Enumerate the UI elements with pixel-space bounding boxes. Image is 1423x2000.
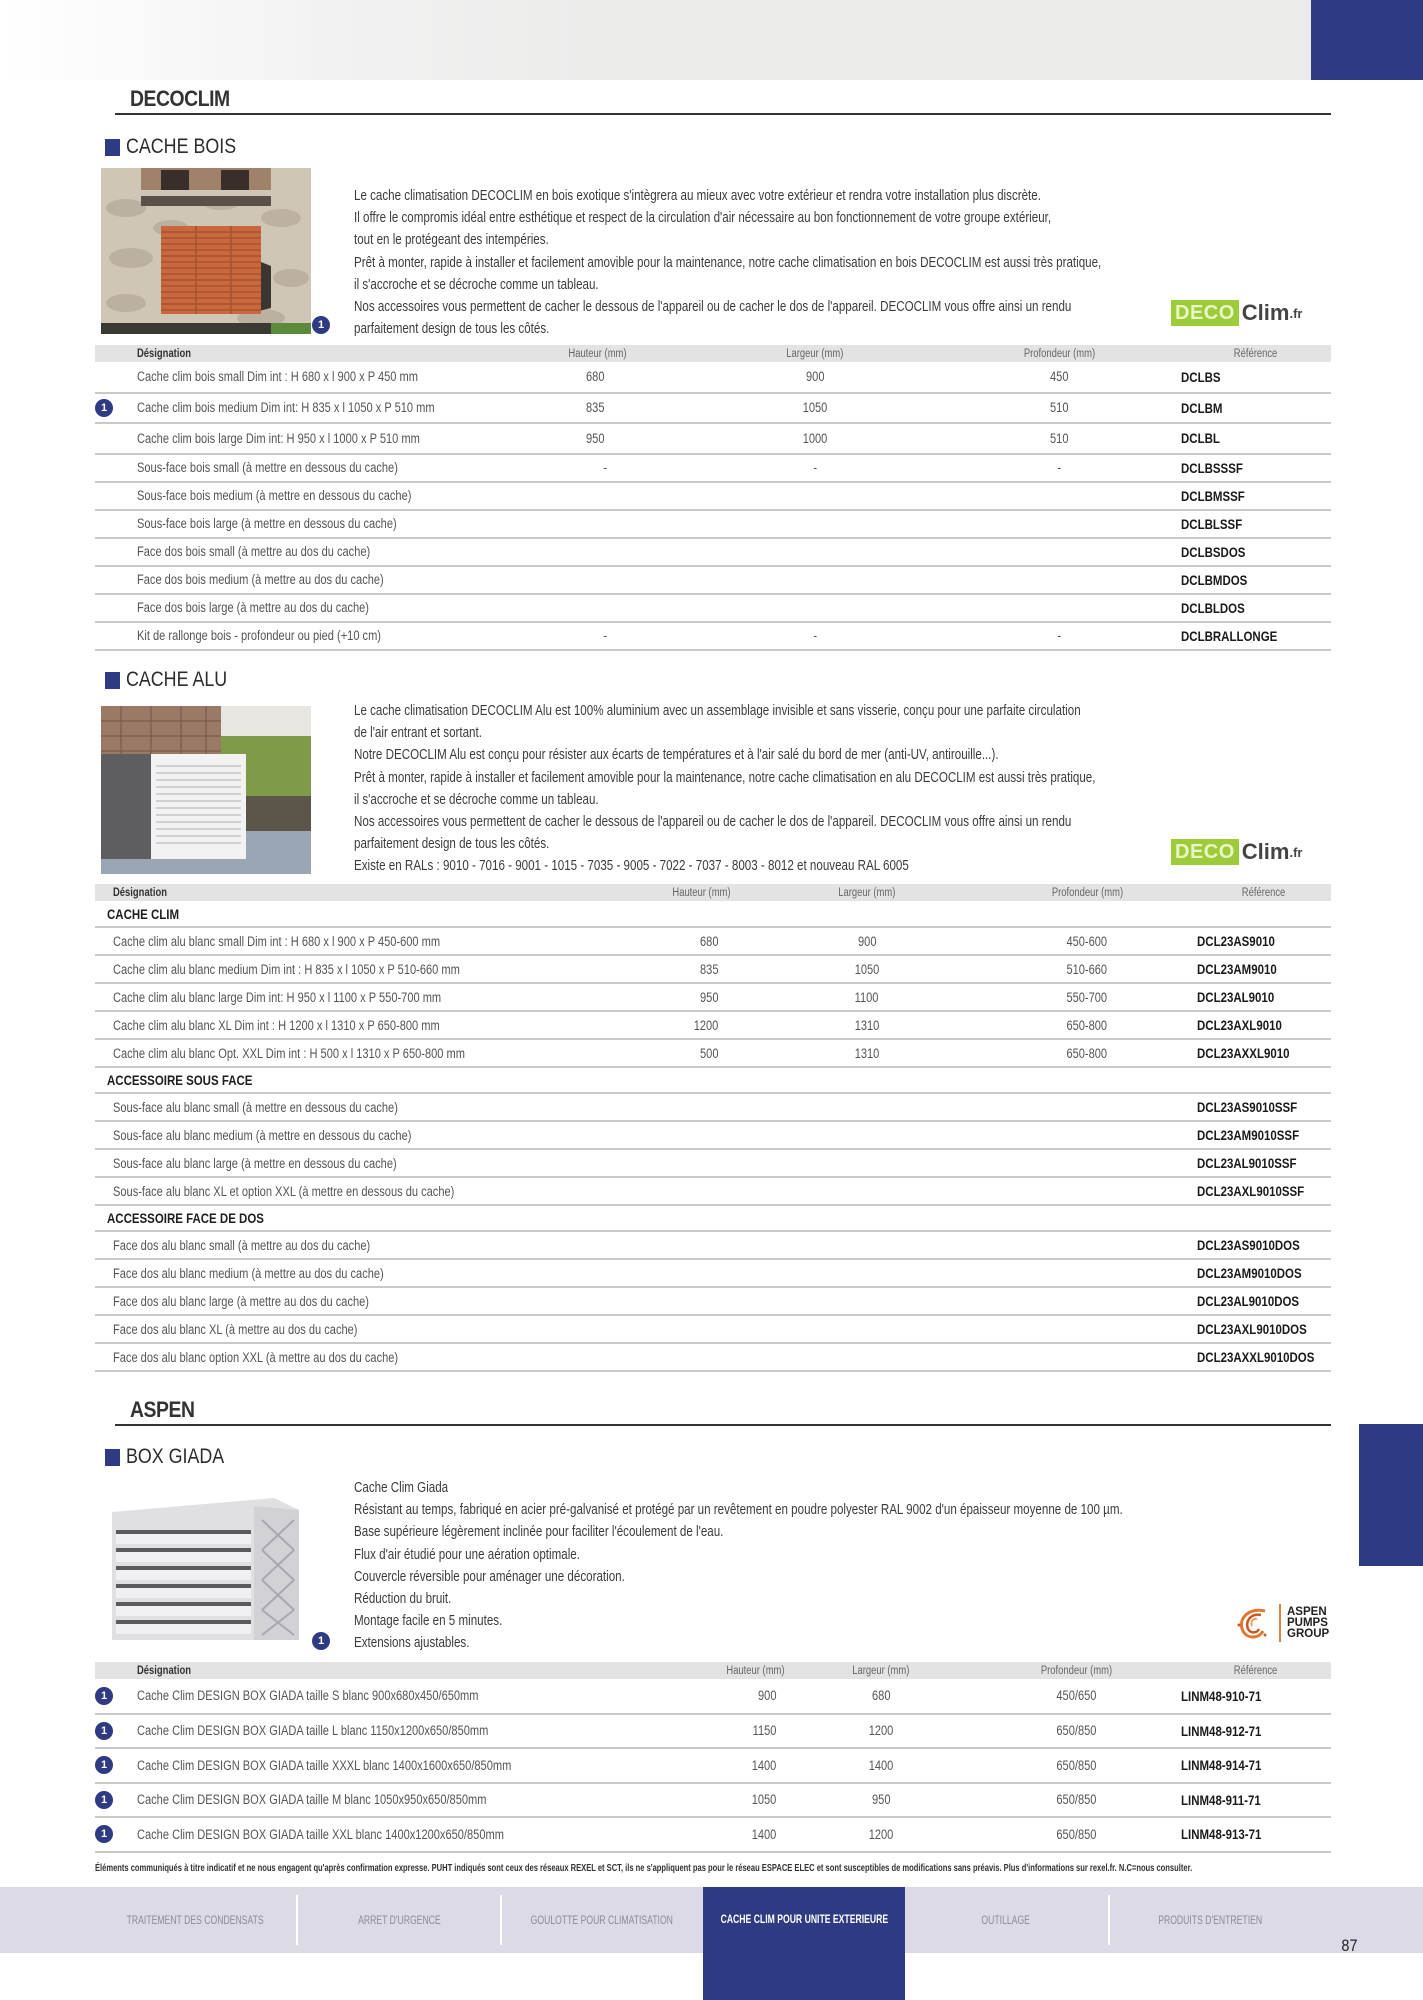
largeur-cell: 1200 [868,1723,894,1739]
reference-cell: LINM48-912-71 [1181,1722,1262,1739]
reference-cell: DCLBRALLONGE [1181,627,1278,644]
cache-bois-description: Le cache climatisation DECOCLIM en bois exotique s'intègrera au mieux avec votre extérieur et rendra votre installation plus discrète. Il offre le compromis idéal entre esthétique et respect de la circulation d'air nécessaire au bon fonctionnement de votre groupe extérieur, tout en le protégeant des intempéries. Prêt à monter, rapide à installer et facilement amovible pour la maintenance, notre cache climatisation en bois DECOCLIM est aussi très pratique, il s'accroche et se décroche comme un tableau. Nos accessoires vous permettent de cacher le dessous de l'appareil ou de cacher le dos de l'appareil. DECOCLIM vous offre ainsi un rendu parfaitement design de tous les côtés. [354,188,1102,338]
designation-cell: Face dos alu blanc option XXL (à mettre au dos du cache) [113,1349,399,1365]
hauteur-cell: 680 [586,369,605,385]
table-row [95,1817,1331,1852]
designation-cell: Cache clim bois small Dim int : H 680 x l 900 x P 450 mm [137,369,418,385]
largeur-cell: 1100 [855,989,879,1005]
hauteur-cell: 500 [700,1045,719,1061]
designation-cell: Cache Clim DESIGN BOX GIADA taille XXXL blanc 1400x1600x650/850mm [137,1757,512,1773]
reference-cell: DCL23AS9010DOS [1197,1237,1300,1253]
reference-cell: DCL23AL9010SSF [1197,1155,1297,1171]
table-row [95,983,1331,1011]
largeur-cell: - [813,628,817,643]
reference-cell: DCLBMDOS [1181,571,1248,588]
reference-cell: DCL23AXL9010 [1197,1017,1282,1033]
reference-cell: LINM48-913-71 [1181,1826,1262,1843]
largeur-cell: 1400 [868,1757,894,1773]
reference-cell: DCL23AS9010 [1197,933,1275,949]
subsection-title-box-giada: BOX GIADA [105,1445,242,1469]
largeur-cell: 1310 [854,1017,880,1033]
table-row [95,1783,1331,1818]
nav-tab-outillage[interactable]: OUTILLAGE [981,1913,1031,1927]
table-header: Désignation Hauteur (mm) Largeur (mm) Profondeur (mm) Référence [95,1662,1331,1679]
designation-cell: Cache clim alu blanc Opt. XXL Dim int : H 500 x l 1310 x P 650-800 mm [113,1045,465,1061]
reference-cell: DCL23AM9010DOS [1197,1265,1302,1281]
designation-cell: Cache Clim DESIGN BOX GIADA taille L blanc 1150x1200x650/850mm [137,1723,489,1739]
designation-cell: Sous-face alu blanc XL et option XXL (à mettre en dessous du cache) [113,1183,455,1199]
hauteur-cell: 900 [758,1688,777,1704]
table-row [95,423,1331,454]
table-row [95,1748,1331,1783]
page-number: 87 [1341,1936,1358,1955]
reference-cell: LINM48-914-71 [1181,1757,1262,1774]
designation-cell: Kit de rallonge bois - profondeur ou pied (+10 cm) [137,628,382,643]
subsection-title-cache-bois: CACHE BOIS [105,135,256,159]
cache-bois-table [95,345,1331,651]
product-photo-cache-alu [101,706,311,874]
designation-cell: Face dos bois large (à mettre au dos du cache) [137,600,369,615]
reference-cell: DCL23AM9010 [1197,961,1277,977]
largeur-cell: 680 [871,1688,891,1704]
table-row [95,1011,1331,1039]
largeur-cell: 950 [871,1792,891,1808]
designation-cell: Sous-face bois small (à mettre en dessous du cache) [137,460,398,475]
subsection-title-cache-alu: CACHE ALU [105,668,245,692]
profondeur-cell: 650/850 [1055,1757,1097,1773]
table-row [95,1343,1331,1371]
table-row [95,955,1331,983]
reference-cell: DCL23AXL9010DOS [1197,1321,1307,1337]
profondeur-cell: 510 [1049,430,1069,446]
decoclim-logo: DECO Clim .fr [1171,299,1302,327]
designation-cell: Face dos alu blanc medium (à mettre au dos du cache) [113,1265,384,1281]
designation-cell: Cache clim bois medium Dim int: H 835 x l 1050 x P 510 mm [137,400,435,416]
largeur-cell: 1050 [854,961,880,977]
reference-cell: DCLBS [1181,368,1221,385]
table-row [95,566,1331,594]
largeur-cell: 1050 [802,400,828,416]
table-group-header: ACCESSOIRE FACE DE DOS [95,1205,1331,1231]
largeur-cell: 900 [805,369,825,385]
reference-cell: DCLBLSSF [1181,515,1243,532]
hauteur-cell: 1200 [693,1017,719,1033]
largeur-cell: 1310 [854,1045,880,1061]
reference-cell: DCLBMSSF [1181,487,1245,504]
designation-cell: Sous-face bois large (à mettre en dessous du cache) [137,516,397,531]
designation-cell: Cache Clim DESIGN BOX GIADA taille S blanc 900x680x450/650mm [137,1688,479,1704]
profondeur-cell: 650-800 [1066,1045,1108,1061]
number-badge: 1 [95,1756,113,1774]
side-tab-marker [1359,1424,1423,1566]
table-row [95,362,1331,393]
square-bullet-icon [105,139,120,156]
nav-tab-goulotte-pour-climatisation[interactable]: GOULOTTE POUR CLIMATISATION [530,1913,674,1927]
largeur-cell: 900 [857,933,877,949]
reference-cell: DCLBM [1181,399,1223,416]
profondeur-cell: - [1057,460,1061,475]
profondeur-cell: 650/850 [1055,1723,1097,1739]
profondeur-cell: 650/850 [1055,1792,1097,1808]
hauteur-cell: 1050 [751,1792,777,1808]
designation-cell: Sous-face alu blanc medium (à mettre en dessous du cache) [113,1127,412,1143]
number-badge: 1 [95,1722,113,1740]
product-photo-box-giada [104,1490,304,1650]
designation-cell: Cache clim alu blanc XL Dim int : H 1200 x l 1310 x P 650-800 mm [113,1017,440,1033]
designation-cell: Sous-face alu blanc small (à mettre en dessous du cache) [113,1099,398,1115]
hauteur-cell: 1400 [751,1757,777,1773]
reference-cell: DCL23AXXL9010DOS [1197,1349,1315,1365]
hauteur-cell: 950 [586,430,605,446]
profondeur-cell: 450-600 [1066,933,1108,949]
designation-cell: Cache Clim DESIGN BOX GIADA taille M blanc 1050x950x650/850mm [137,1792,487,1808]
designation-cell: Cache Clim DESIGN BOX GIADA taille XXL blanc 1400x1200x650/850mm [137,1826,504,1842]
box-giada-table [95,1662,1331,1853]
table-row [95,510,1331,538]
table-row [95,1315,1331,1343]
hauteur-cell: - [602,628,607,643]
hauteur-cell: - [602,460,607,475]
table-row [95,1149,1331,1177]
chapter-tab-marker [1311,0,1423,80]
profondeur-cell: 450 [1049,369,1069,385]
table-header: Désignation Hauteur (mm) Largeur (mm) Profondeur (mm) Référence [95,884,1331,901]
section-divider [115,1424,1331,1426]
decoclim-logo: DECO Clim .fr [1171,838,1302,866]
section-divider [115,113,1331,115]
profondeur-cell: 510 [1049,400,1069,416]
number-badge: 1 [95,1791,113,1809]
table-row [95,1039,1331,1067]
number-badge: 1 [312,1632,330,1650]
largeur-cell: 1200 [868,1826,894,1842]
hauteur-cell: 1400 [751,1826,777,1842]
brand-title-decoclim: DECOCLIM [130,86,230,111]
number-badge: 1 [312,316,330,334]
designation-cell: Face dos alu blanc small (à mettre au dos du cache) [113,1237,371,1253]
designation-cell: Cache clim bois large Dim int: H 950 x l 1000 x P 510 mm [137,430,420,446]
table-row [95,1714,1331,1749]
table-header: Désignation Hauteur (mm) Largeur (mm) Profondeur (mm) Référence [95,345,1331,362]
table-row [95,1287,1331,1315]
reference-cell: DCL23AXL9010SSF [1197,1183,1305,1199]
table-group-header: ACCESSOIRE SOUS FACE [95,1067,1331,1093]
table-row [95,454,1331,482]
designation-cell: Face dos alu blanc XL (à mettre au dos du cache) [113,1321,358,1337]
table-row [95,393,1331,424]
box-giada-description: Cache Clim Giada Résistant au temps, fabriqué en acier pré-galvanisé et protégé par un revêtement en poudre polyester RAL 9002 d'un épaisseur moyenne de 100 µm. Base supérieure légèrement inclinée pour faciliter l'écoulement de l'eau. Flux d'air étudié pour une aération optimale. Couvercle réversible pour aménager une décoration. Réduction du bruit. Montage facile en 5 minutes. Extensions ajustables. [354,1480,1123,1652]
reference-cell: DCLBSSSF [1181,459,1243,476]
reference-cell: DCL23AXXL9010 [1197,1045,1290,1061]
square-bullet-icon [105,672,120,689]
table-row [95,1093,1331,1121]
designation-cell: Face dos bois medium (à mettre au dos du cache) [137,572,384,587]
designation-cell: Cache clim alu blanc large Dim int: H 950 x l 1100 x P 550-700 mm [113,989,442,1005]
reference-cell: DCLBLDOS [1181,599,1245,616]
reference-cell: DCL23AS9010SSF [1197,1099,1298,1115]
profondeur-cell: 510-660 [1066,961,1108,977]
profondeur-cell: 450/650 [1055,1688,1097,1704]
largeur-cell: - [813,460,817,475]
brand-title-aspen: ASPEN [130,1397,195,1422]
cache-alu-description: Le cache climatisation DECOCLIM Alu est 100% aluminium avec un assemblage invisible et sans visserie, conçu pour une parfaite circulation de l'air entrant et sortant. Notre DECOCLIM Alu est conçu pour résister aux écarts de températures et à l'air salé du bord de mer (anti-UV, antirouille...). Prêt à monter, rapide à installer et facilement amovible pour la maintenance, notre cache climatisation en alu DECOCLIM est aussi très pratique, il s'accroche et se décroche comme un tableau. Nos accessoires vous permettent de cacher le dessous de l'appareil ou de cacher le dos de l'appareil. DECOCLIM vous offre ainsi un rendu parfaitement design de tous les côtés. Existe en RALs : 9010 - 7016 - 9001 - 1015 - 7035 - 9005 - 7022 - 7037 - 8003 - 8012 et nouveau RAL 6005 [354,703,1096,875]
reference-cell: DCLBL [1181,430,1220,447]
reference-cell: DCL23AL9010DOS [1197,1293,1300,1309]
nav-tab-arret-d-urgence[interactable]: ARRET D'URGENCE [357,1913,441,1927]
designation-cell: Cache clim alu blanc small Dim int : H 680 x l 900 x P 450-600 mm [113,933,441,949]
table-row [95,1177,1331,1205]
header-band [0,0,1423,80]
designation-cell: Face dos alu blanc large (à mettre au dos du cache) [113,1293,369,1309]
table-row [95,1231,1331,1259]
nav-tab-traitement-des-condensats[interactable]: TRAITEMENT DES CONDENSATS [126,1913,264,1927]
table-row [95,594,1331,622]
square-bullet-icon [105,1449,120,1466]
reference-cell: LINM48-911-71 [1181,1791,1261,1808]
aspen-swirl-icon [1235,1605,1273,1641]
number-badge: 1 [95,1687,113,1705]
hauteur-cell: 950 [700,989,719,1005]
designation-cell: Cache clim alu blanc medium Dim int : H 835 x l 1050 x P 510-660 mm [113,961,460,977]
designation-cell: Face dos bois small (à mettre au dos du cache) [137,544,371,559]
table-row [95,927,1331,955]
designation-cell: Sous-face bois medium (à mettre en dessous du cache) [137,488,412,503]
profondeur-cell: 550-700 [1066,989,1108,1005]
reference-cell: DCL23AL9010 [1197,989,1275,1005]
table-row [95,622,1331,650]
reference-cell: DCLBSDOS [1181,543,1246,560]
table-row [95,538,1331,566]
hauteur-cell: 835 [700,961,719,977]
table-group-header: CACHE CLIM [95,901,1331,927]
aspen-pumps-logo: ASPEN PUMPS GROUP [1235,1604,1329,1642]
nav-tab-cache-clim-pour-unite-exterieure[interactable]: CACHE CLIM POUR UNITE EXTERIEURE [703,1887,905,2000]
number-badge: 1 [95,1825,113,1843]
reference-cell: LINM48-910-71 [1181,1687,1262,1704]
largeur-cell: 1000 [802,430,828,446]
table-row [95,1121,1331,1149]
cache-alu-table [95,884,1331,1372]
reference-cell: DCL23AM9010SSF [1197,1127,1300,1143]
designation-cell: Sous-face alu blanc large (à mettre en dessous du cache) [113,1155,397,1171]
table-row [95,482,1331,510]
table-row [95,1259,1331,1287]
nav-tab-produits-d-entretien[interactable]: PRODUITS D'ENTRETIEN [1158,1913,1262,1927]
profondeur-cell: 650-800 [1066,1017,1108,1033]
hauteur-cell: 835 [586,400,605,416]
profondeur-cell: 650/850 [1055,1826,1097,1842]
product-photo-cache-bois [101,168,311,334]
profondeur-cell: - [1057,628,1061,643]
table-row [95,1679,1331,1714]
legal-footnote: Éléments communiqués à titre indicatif et ne nous engagent qu'après confirmation expresse. PUHT indiqués sont ceux des réseaux REXEL et SCT, ils ne s'appliquent pas pour le réseau ESPACE ELEC et sont susceptibles de modifications sans préavis. Plus d'informations sur rexel.fr. N.C=nous consulter. [95,1862,1193,1874]
hauteur-cell: 680 [700,933,719,949]
number-badge: 1 [95,399,113,417]
hauteur-cell: 1150 [752,1723,777,1739]
